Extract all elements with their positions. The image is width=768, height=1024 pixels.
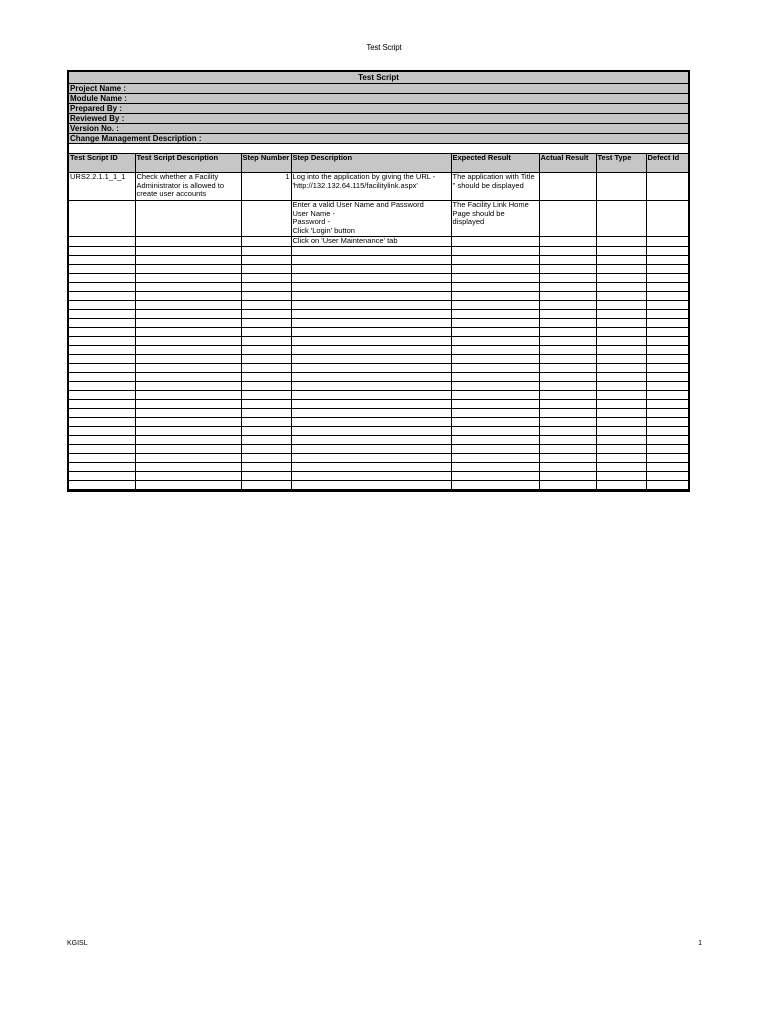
empty-cell (135, 247, 241, 256)
empty-cell (596, 418, 646, 427)
empty-cell (451, 436, 539, 445)
empty-cell (241, 373, 291, 382)
empty-table-row (69, 481, 688, 490)
empty-cell (646, 283, 688, 292)
empty-cell (596, 382, 646, 391)
empty-cell (291, 481, 451, 490)
cell-test-script-id: URS2.2.1.1_1_1 (69, 173, 135, 201)
empty-table-row (69, 400, 688, 409)
cell-step-description: Click on 'User Maintenance' tab (291, 237, 451, 247)
empty-cell (69, 454, 135, 463)
cell-test-type (596, 173, 646, 201)
header-step-description: Step Description (291, 154, 451, 173)
empty-cell (135, 364, 241, 373)
empty-cell (69, 382, 135, 391)
empty-cell (241, 283, 291, 292)
empty-cell (539, 355, 596, 364)
empty-cell (135, 265, 241, 274)
empty-cell (69, 256, 135, 265)
empty-cell (596, 319, 646, 328)
empty-cell (451, 346, 539, 355)
empty-cell (291, 382, 451, 391)
empty-cell (135, 472, 241, 481)
empty-cell (135, 400, 241, 409)
empty-table-row (69, 418, 688, 427)
empty-cell (241, 265, 291, 274)
empty-table-row (69, 310, 688, 319)
empty-cell (291, 337, 451, 346)
empty-cell (539, 382, 596, 391)
empty-cell (596, 445, 646, 454)
empty-cell (451, 337, 539, 346)
empty-table-row (69, 346, 688, 355)
empty-cell (241, 463, 291, 472)
empty-cell (135, 463, 241, 472)
empty-cell (451, 445, 539, 454)
empty-cell (135, 355, 241, 364)
empty-cell (135, 283, 241, 292)
empty-cell (451, 355, 539, 364)
empty-table-row (69, 463, 688, 472)
empty-cell (291, 418, 451, 427)
empty-cell (596, 355, 646, 364)
empty-cell (451, 283, 539, 292)
empty-cell (69, 418, 135, 427)
cell-step-number (241, 201, 291, 237)
empty-cell (596, 337, 646, 346)
empty-cell (451, 391, 539, 400)
cell-step-number (241, 237, 291, 247)
empty-cell (135, 310, 241, 319)
empty-cell (69, 400, 135, 409)
empty-cell (596, 292, 646, 301)
header-test-script-description: Test Script Description (135, 154, 241, 173)
empty-cell (596, 373, 646, 382)
empty-cell (451, 463, 539, 472)
empty-cell (291, 301, 451, 310)
empty-table-row (69, 454, 688, 463)
empty-cell (451, 319, 539, 328)
empty-table-row (69, 274, 688, 283)
empty-cell (451, 382, 539, 391)
table-row (69, 201, 688, 237)
empty-cell (451, 427, 539, 436)
empty-cell (539, 283, 596, 292)
empty-table-row (69, 301, 688, 310)
empty-cell (596, 454, 646, 463)
footer-page-number: 1 (698, 940, 702, 947)
empty-table-row (69, 337, 688, 346)
cell-test-script-description (135, 201, 241, 237)
empty-cell (241, 436, 291, 445)
empty-table-row (69, 328, 688, 337)
cell-actual-result (539, 237, 596, 247)
empty-cell (241, 328, 291, 337)
empty-cell (241, 391, 291, 400)
test-script-sheet (67, 70, 690, 492)
empty-cell (451, 310, 539, 319)
empty-table-row (69, 319, 688, 328)
step-line: Password - (292, 217, 331, 227)
empty-cell (539, 292, 596, 301)
empty-cell (596, 274, 646, 283)
table-row (69, 237, 688, 247)
empty-cell (241, 445, 291, 454)
empty-cell (451, 247, 539, 256)
empty-cell (596, 346, 646, 355)
empty-cell (291, 445, 451, 454)
empty-table-row (69, 292, 688, 301)
empty-cell (291, 391, 451, 400)
empty-cell (539, 310, 596, 319)
table-header-row (69, 154, 688, 173)
header-test-script-id: Test Script ID (69, 154, 135, 173)
empty-cell (451, 373, 539, 382)
empty-cell (451, 472, 539, 481)
cell-defect-id (646, 201, 688, 237)
empty-cell (451, 328, 539, 337)
cell-defect-id (646, 173, 688, 201)
empty-cell (596, 256, 646, 265)
empty-cell (539, 472, 596, 481)
empty-cell (69, 445, 135, 454)
empty-cell (241, 310, 291, 319)
empty-cell (646, 328, 688, 337)
version-no-field: Version No. : (69, 124, 688, 134)
empty-cell (291, 310, 451, 319)
empty-cell (69, 373, 135, 382)
empty-cell (291, 247, 451, 256)
empty-cell (596, 463, 646, 472)
empty-cell (135, 337, 241, 346)
empty-cell (69, 283, 135, 292)
empty-cell (646, 454, 688, 463)
step-line: Click 'Login' button (292, 225, 355, 235)
empty-cell (291, 256, 451, 265)
prepared-by-field: Prepared By : (69, 104, 688, 114)
empty-cell (539, 400, 596, 409)
empty-cell (596, 481, 646, 490)
empty-table-row (69, 355, 688, 364)
empty-cell (291, 355, 451, 364)
empty-cell (69, 463, 135, 472)
cell-expected-result: The application with Title '' should be displayed (451, 173, 539, 201)
header-defect-id: Defect Id (646, 154, 688, 173)
empty-cell (451, 274, 539, 283)
empty-cell (646, 355, 688, 364)
empty-cell (539, 265, 596, 274)
reviewed-by-field: Reviewed By : (69, 114, 688, 124)
empty-cell (241, 247, 291, 256)
empty-cell (646, 391, 688, 400)
page-title: Test Script (366, 43, 402, 52)
empty-cell (69, 436, 135, 445)
cell-test-script-id (69, 237, 135, 247)
empty-cell (291, 400, 451, 409)
empty-cell (539, 418, 596, 427)
cell-step-description: Log into the application by giving the URL - 'http://132.132.64.115/facilitylink.aspx' (291, 173, 451, 201)
cell-expected-result (451, 237, 539, 247)
empty-cell (241, 364, 291, 373)
empty-cell (646, 337, 688, 346)
empty-cell (596, 364, 646, 373)
empty-cell (291, 454, 451, 463)
empty-table-row (69, 436, 688, 445)
empty-cell (646, 301, 688, 310)
empty-cell (291, 364, 451, 373)
empty-cell (646, 463, 688, 472)
cell-expected-result: The Facility Link Home Page should be displayed (451, 201, 539, 237)
empty-cell (135, 409, 241, 418)
empty-table-row (69, 247, 688, 256)
empty-cell (291, 373, 451, 382)
empty-cell (241, 472, 291, 481)
empty-cell (135, 301, 241, 310)
empty-cell (539, 409, 596, 418)
empty-table-row (69, 373, 688, 382)
empty-cell (596, 409, 646, 418)
empty-table-row (69, 283, 688, 292)
empty-table-row (69, 472, 688, 481)
empty-cell (241, 409, 291, 418)
empty-cell (241, 301, 291, 310)
empty-cell (69, 328, 135, 337)
empty-cell (135, 319, 241, 328)
empty-cell (539, 436, 596, 445)
cell-defect-id (646, 237, 688, 247)
cell-actual-result (539, 173, 596, 201)
test-steps-table (69, 154, 688, 490)
empty-cell (241, 400, 291, 409)
empty-table-row (69, 364, 688, 373)
empty-cell (539, 454, 596, 463)
empty-cell (241, 382, 291, 391)
empty-cell (291, 463, 451, 472)
empty-cell (451, 454, 539, 463)
empty-cell (69, 247, 135, 256)
empty-cell (241, 346, 291, 355)
empty-cell (291, 283, 451, 292)
cell-step-number: 1 (241, 173, 291, 201)
empty-cell (291, 427, 451, 436)
empty-cell (596, 301, 646, 310)
empty-cell (451, 292, 539, 301)
empty-cell (241, 481, 291, 490)
empty-cell (646, 445, 688, 454)
empty-cell (646, 427, 688, 436)
empty-cell (69, 472, 135, 481)
empty-cell (69, 301, 135, 310)
empty-cell (646, 265, 688, 274)
empty-cell (241, 319, 291, 328)
module-name-field: Module Name : (69, 94, 688, 104)
empty-table-row (69, 445, 688, 454)
empty-cell (135, 427, 241, 436)
empty-cell (291, 409, 451, 418)
empty-cell (69, 274, 135, 283)
cell-step-description (291, 201, 451, 237)
empty-cell (596, 265, 646, 274)
cell-test-script-description: Check whether a Facility Administrator is allowed to create user accounts (135, 173, 241, 201)
empty-cell (69, 319, 135, 328)
empty-cell (135, 445, 241, 454)
empty-cell (69, 265, 135, 274)
empty-cell (135, 418, 241, 427)
empty-cell (539, 256, 596, 265)
empty-cell (646, 292, 688, 301)
empty-cell (596, 328, 646, 337)
empty-cell (69, 409, 135, 418)
empty-cell (646, 256, 688, 265)
empty-cell (451, 301, 539, 310)
cell-test-script-description (135, 237, 241, 247)
empty-cell (646, 247, 688, 256)
empty-cell (451, 409, 539, 418)
empty-cell (539, 481, 596, 490)
empty-cell (646, 373, 688, 382)
cell-test-type (596, 201, 646, 237)
empty-cell (291, 346, 451, 355)
empty-cell (69, 427, 135, 436)
empty-cell (539, 373, 596, 382)
empty-cell (646, 472, 688, 481)
empty-cell (291, 265, 451, 274)
empty-cell (596, 310, 646, 319)
empty-cell (69, 292, 135, 301)
empty-cell (69, 310, 135, 319)
project-name-field: Project Name : (69, 84, 688, 94)
empty-cell (241, 454, 291, 463)
empty-cell (539, 274, 596, 283)
empty-cell (646, 319, 688, 328)
empty-cell (451, 256, 539, 265)
empty-table-row (69, 409, 688, 418)
empty-cell (291, 292, 451, 301)
empty-cell (241, 418, 291, 427)
empty-cell (241, 427, 291, 436)
empty-cell (539, 346, 596, 355)
empty-cell (451, 418, 539, 427)
empty-table-row (69, 382, 688, 391)
empty-cell (241, 292, 291, 301)
empty-cell (69, 481, 135, 490)
empty-cell (135, 481, 241, 490)
header-expected-result: Expected Result (451, 154, 539, 173)
empty-cell (539, 391, 596, 400)
empty-cell (539, 301, 596, 310)
header-actual-result: Actual Result (539, 154, 596, 173)
empty-cell (69, 337, 135, 346)
empty-table-row (69, 265, 688, 274)
empty-cell (291, 436, 451, 445)
empty-table-row (69, 391, 688, 400)
empty-cell (291, 274, 451, 283)
empty-cell (135, 373, 241, 382)
empty-cell (291, 328, 451, 337)
step-line: User Name - (292, 208, 336, 218)
empty-cell (291, 319, 451, 328)
empty-cell (451, 265, 539, 274)
empty-cell (69, 355, 135, 364)
empty-cell (646, 409, 688, 418)
empty-cell (596, 472, 646, 481)
empty-table-row (69, 427, 688, 436)
header-step-number: Step Number (241, 154, 291, 173)
empty-cell (539, 445, 596, 454)
empty-cell (451, 364, 539, 373)
empty-cell (135, 436, 241, 445)
empty-cell (596, 400, 646, 409)
empty-cell (241, 337, 291, 346)
empty-cell (451, 481, 539, 490)
empty-cell (539, 337, 596, 346)
footer-company: KGISL (67, 940, 88, 947)
empty-cell (596, 247, 646, 256)
empty-cell (135, 328, 241, 337)
cell-test-type (596, 237, 646, 247)
empty-cell (596, 391, 646, 400)
empty-cell (646, 481, 688, 490)
empty-cell (646, 310, 688, 319)
empty-cell (69, 364, 135, 373)
empty-cell (539, 463, 596, 472)
empty-cell (646, 364, 688, 373)
empty-cell (135, 391, 241, 400)
empty-cell (135, 274, 241, 283)
empty-cell (646, 418, 688, 427)
table-row (69, 173, 688, 201)
empty-cell (69, 391, 135, 400)
step-line: Enter a valid User Name and Password (292, 200, 424, 209)
cell-actual-result (539, 201, 596, 237)
empty-cell (596, 283, 646, 292)
empty-cell (539, 319, 596, 328)
empty-cell (241, 256, 291, 265)
change-management-field: Change Management Description : (69, 134, 688, 144)
empty-cell (539, 328, 596, 337)
empty-cell (646, 274, 688, 283)
empty-cell (135, 292, 241, 301)
empty-cell (291, 472, 451, 481)
empty-cell (69, 346, 135, 355)
empty-cell (596, 427, 646, 436)
meta-spacer (69, 144, 688, 154)
empty-cell (646, 400, 688, 409)
empty-cell (646, 346, 688, 355)
empty-cell (539, 247, 596, 256)
empty-cell (241, 355, 291, 364)
empty-cell (135, 256, 241, 265)
empty-cell (539, 427, 596, 436)
cell-test-script-id (69, 201, 135, 237)
empty-cell (646, 436, 688, 445)
empty-cell (451, 400, 539, 409)
empty-table-row (69, 256, 688, 265)
empty-cell (646, 382, 688, 391)
empty-cell (135, 346, 241, 355)
header-test-type: Test Type (596, 154, 646, 173)
empty-cell (135, 454, 241, 463)
empty-cell (241, 274, 291, 283)
empty-cell (539, 364, 596, 373)
empty-cell (596, 436, 646, 445)
empty-cell (135, 382, 241, 391)
sheet-title: Test Script (69, 72, 688, 84)
